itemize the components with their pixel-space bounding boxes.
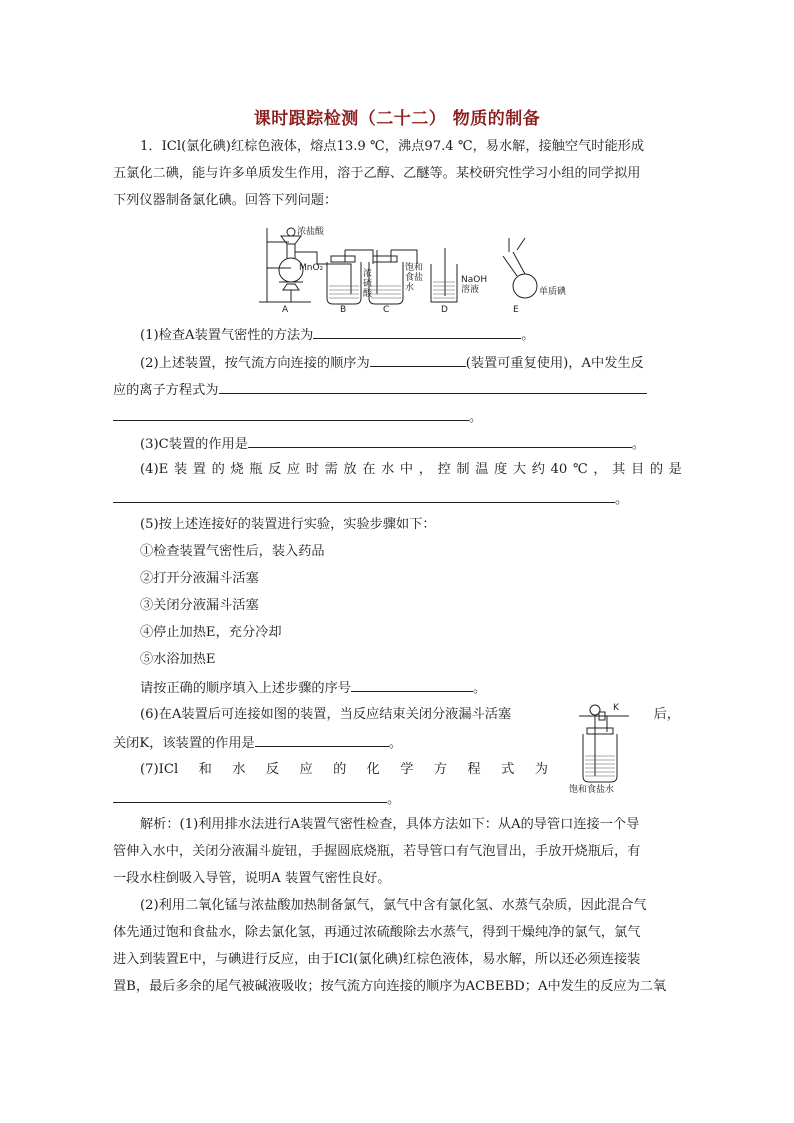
label-c: C bbox=[383, 305, 390, 315]
part-1 bbox=[140, 324, 534, 346]
page-title: 课时跟踪检测（二十二） 物质的制备 bbox=[253, 109, 541, 129]
part-7-line-1 bbox=[140, 760, 548, 780]
label-mno2: MnO₂ bbox=[299, 263, 324, 273]
p7-word: 反 bbox=[265, 762, 280, 777]
p4-word: 装 bbox=[173, 462, 188, 477]
part-5-ask bbox=[140, 677, 486, 699]
answer-blank-1[interactable] bbox=[313, 324, 521, 339]
label-saturated-brine: 饱和食盐水 bbox=[569, 785, 615, 795]
label-c-1: 饱和 bbox=[405, 263, 424, 273]
part-5-intro: (5)按上述连接好的装置进行实验，实验步骤如下： bbox=[140, 517, 436, 532]
p4-word: 约 bbox=[531, 462, 545, 477]
analysis-2-line-3: 进入到装置E中，与碘进行反应，由于ICl(氯化碘)红棕色液体，易水解，所以还必须连接装 bbox=[113, 952, 641, 967]
p7-word: 程 bbox=[467, 762, 481, 777]
label-b-1: 浓 bbox=[363, 269, 373, 279]
analysis-2-line-2: 体先通过饱和食盐水，除去氯化氢，再通过浓硫酸除去水蒸气，得到干燥纯净的氯气，氯气 bbox=[113, 925, 641, 940]
analysis-1-line-1: 解析：(1)利用排水法进行A装置气密性检查，具体方法如下：从A的导管口连接一个导 bbox=[140, 817, 640, 832]
step-3: ③关闭分液漏斗活塞 bbox=[140, 598, 259, 613]
analysis-1-line-3: 一段水柱倒吸入导管，说明A 装置气密性良好。 bbox=[113, 871, 391, 886]
answer-blank-6[interactable] bbox=[255, 732, 389, 747]
p7-word: 应 bbox=[299, 762, 313, 777]
analysis-2-line-1: (2)利用二氧化锰与浓盐酸加热制备氯气，氯气中含有氯化氢、水蒸气杂质，因此混合气 bbox=[140, 898, 647, 913]
p4-word: 反 bbox=[268, 462, 282, 477]
p4-word: 是 bbox=[668, 462, 682, 477]
answer-blank-2b[interactable] bbox=[219, 379, 647, 394]
apparatus-diagram bbox=[255, 224, 575, 316]
label-b: B bbox=[340, 305, 347, 315]
answer-blank-2a[interactable] bbox=[370, 352, 466, 367]
analysis-2-line-4: 置B，最后多余的尾气被碱液吸收；按气流方向连接的顺序为ACBEBD；A中发生的反应为二氧 bbox=[113, 979, 667, 994]
part-2-mid: (装置可重复使用)，A中发生反 bbox=[465, 356, 644, 371]
label-c-2: 食盐 bbox=[405, 273, 424, 283]
part-6-line-1-end: 后， bbox=[653, 707, 680, 722]
part-4-line-1 bbox=[140, 460, 682, 480]
answer-blank-4[interactable] bbox=[113, 488, 615, 503]
part-6-line-1: (6)在A装置后可连接如图的装置，当反应结束关闭分液漏斗活塞 bbox=[140, 707, 512, 722]
p7-word: 方 bbox=[433, 762, 448, 777]
p4-word: 在 bbox=[362, 462, 376, 477]
label-d: D bbox=[441, 305, 448, 315]
part-3-end: 。 bbox=[631, 437, 646, 452]
p4-word: 40 bbox=[550, 462, 568, 477]
part-6-text-2: 关闭K，该装置的作用是 bbox=[113, 736, 255, 751]
answer-blank-2c[interactable] bbox=[113, 406, 469, 421]
p4-word: ， bbox=[418, 462, 432, 477]
label-e-iodine: 单质碘 bbox=[539, 287, 567, 297]
analysis-1-line-2: 管伸入水中，关闭分液漏斗旋钮，手握圆底烧瓶，若导管口有气泡冒出，手放开烧瓶后，有 bbox=[113, 844, 641, 859]
p4-word: 放 bbox=[343, 462, 357, 477]
p4-word: 制 bbox=[456, 462, 470, 477]
part-3-text: (3)C装置的作用是 bbox=[140, 437, 248, 452]
part-1-text: (1)检查A装置气密性的方法为 bbox=[140, 328, 314, 343]
p7-word: 为 bbox=[534, 762, 548, 777]
part-1-end: 。 bbox=[521, 328, 535, 343]
question-1-line-3: 下列仪器制备氯化碘。回答下列问题： bbox=[113, 193, 338, 208]
part-3 bbox=[140, 433, 645, 455]
label-b-3: 酸 bbox=[363, 289, 373, 299]
p4-word: 置 bbox=[192, 462, 206, 477]
label-k: K bbox=[613, 703, 619, 713]
label-a: A bbox=[282, 305, 289, 315]
part-4-end: 。 bbox=[615, 492, 629, 507]
step-2: ②打开分液漏斗活塞 bbox=[140, 571, 259, 586]
p7-word: 学 bbox=[400, 762, 414, 777]
answer-blank-5[interactable] bbox=[351, 677, 473, 692]
p4-word: 的 bbox=[649, 462, 664, 477]
part-4-line-2 bbox=[113, 488, 628, 510]
p7-word: 式 bbox=[501, 762, 515, 777]
p7-word: (7)ICl bbox=[140, 762, 179, 777]
p4-word: 水 bbox=[381, 462, 395, 477]
part-6-line-2 bbox=[113, 732, 402, 754]
p4-word: ℃ bbox=[572, 462, 588, 477]
p4-word: 度 bbox=[494, 462, 508, 477]
question-1-line-1: 1．ICl(氯化碘)红棕色液体，熔点13.9 ℃，沸点97.4 ℃，易水解，接触空气时能形成 bbox=[140, 139, 645, 154]
p4-word: (4)E bbox=[140, 462, 169, 477]
apparatus-figure bbox=[255, 224, 575, 320]
p4-word: 大 bbox=[512, 462, 527, 477]
p4-word: 时 bbox=[305, 462, 319, 477]
p4-word: 烧 bbox=[230, 462, 244, 477]
part-5-ask-text: 请按正确的顺序填入上述步骤的序号 bbox=[140, 681, 351, 696]
p7-word: 化 bbox=[366, 762, 380, 777]
part-6-end: 。 bbox=[388, 736, 402, 751]
part-7-end: 。 bbox=[387, 792, 401, 807]
p4-word: 应 bbox=[286, 462, 301, 477]
label-d-2: 溶液 bbox=[461, 285, 480, 295]
p7-word: 的 bbox=[333, 762, 347, 777]
answer-blank-7[interactable] bbox=[113, 788, 387, 803]
part-2-end: 。 bbox=[469, 410, 483, 425]
part-5-end: 。 bbox=[473, 681, 487, 696]
label-conc-hcl: 浓盐酸 bbox=[297, 227, 325, 237]
k-bottle-figure bbox=[565, 700, 685, 800]
answer-blank-3[interactable] bbox=[248, 433, 632, 448]
p4-word: 的 bbox=[211, 462, 225, 477]
p4-word: 温 bbox=[475, 462, 489, 477]
label-e: E bbox=[513, 305, 519, 315]
k-bottle-diagram bbox=[565, 700, 685, 796]
part-2-text-2: 应的离子方程式为 bbox=[113, 383, 219, 398]
p7-word: 水 bbox=[232, 762, 246, 777]
part-2-line-2 bbox=[113, 379, 647, 401]
label-c-3: 水 bbox=[405, 283, 415, 293]
p4-word: 其 bbox=[612, 462, 626, 477]
part-2-text: (2)上述装置，按气流方向连接的顺序为 bbox=[140, 356, 370, 371]
p4-word: ， bbox=[593, 462, 607, 477]
part-2-line-3 bbox=[113, 406, 482, 428]
part-7-line-2 bbox=[113, 788, 400, 810]
p4-word: 中 bbox=[399, 462, 414, 477]
question-1-line-2: 五氯化二碘，能与许多单质发生作用，溶于乙醇、乙醚等。某校研究性学习小组的同学拟用 bbox=[113, 166, 641, 181]
p4-word: 控 bbox=[437, 462, 451, 477]
label-b-2: 硫 bbox=[363, 279, 373, 289]
step-4: ④停止加热E，充分冷却 bbox=[140, 625, 282, 640]
p4-word: 需 bbox=[324, 462, 338, 477]
p7-word: 和 bbox=[198, 762, 212, 777]
part-2-line-1 bbox=[140, 352, 644, 374]
step-1: ①检查装置气密性后，装入药品 bbox=[140, 544, 325, 559]
p4-word: 瓶 bbox=[249, 462, 263, 477]
label-d-1: NaOH bbox=[461, 275, 488, 285]
step-5: ⑤水浴加热E bbox=[140, 652, 216, 667]
p4-word: 目 bbox=[631, 462, 645, 477]
